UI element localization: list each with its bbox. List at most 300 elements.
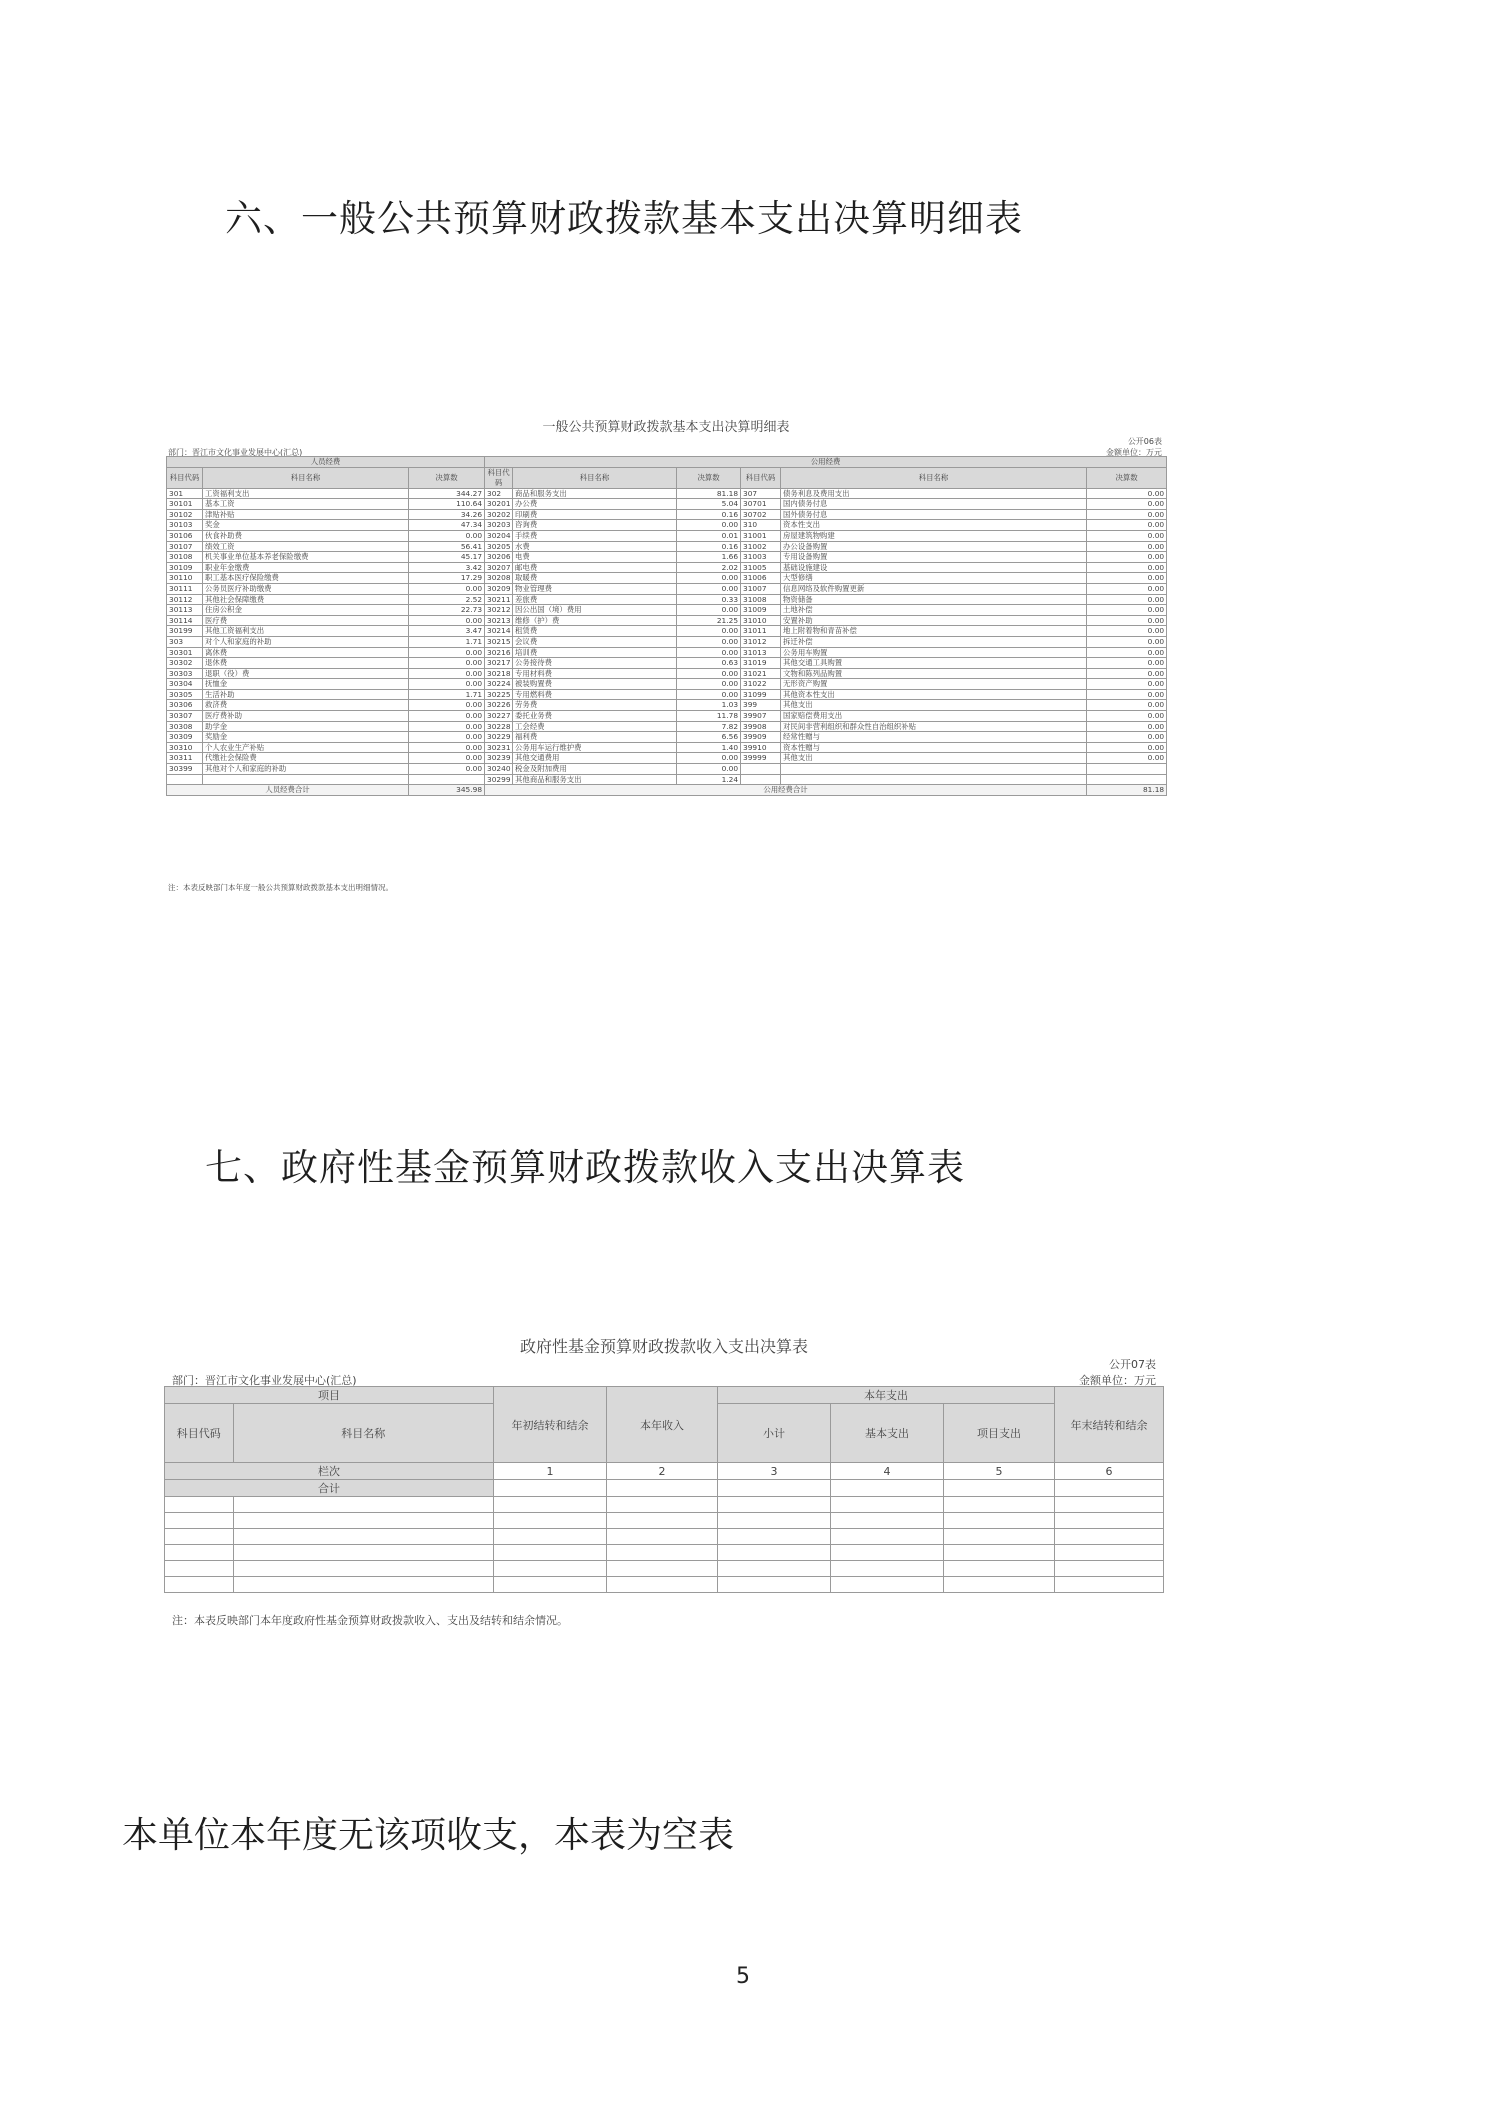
cell-amount: 0.00 — [1087, 615, 1167, 626]
cell-amount: 2.52 — [409, 594, 485, 605]
table-row — [167, 583, 1167, 594]
table-row — [167, 499, 1167, 510]
total-public-label: 公用经费合计 — [485, 785, 1087, 796]
empty-cell — [830, 1545, 943, 1561]
cell-code: 31013 — [741, 647, 781, 658]
cell-amount: 0.00 — [677, 753, 741, 764]
empty-cell — [830, 1480, 943, 1497]
cell-amount: 1.66 — [677, 552, 741, 563]
cell-name: 委托业务费 — [513, 711, 677, 722]
cell-name: 退休费 — [203, 658, 409, 669]
cell-amount: 1.24 — [677, 774, 741, 785]
cell-code: 30702 — [741, 509, 781, 520]
table-row — [167, 509, 1167, 520]
cell-code: 30307 — [167, 711, 203, 722]
form-code: 公开07表 — [1109, 1358, 1156, 1371]
table-body — [167, 488, 1167, 785]
cell-amount: 0.00 — [1087, 732, 1167, 743]
cell-code: 31002 — [741, 541, 781, 552]
section7-title: 七、政府性基金预算财政拨款收入支出决算表 — [205, 1146, 965, 1189]
cell-code: 30305 — [167, 689, 203, 700]
table-row — [167, 605, 1167, 616]
cell-name: 债务利息及费用支出 — [781, 488, 1087, 499]
total-public-value: 81.18 — [1087, 785, 1167, 796]
cell-code: 30203 — [485, 520, 513, 531]
empty-cell — [493, 1513, 606, 1529]
cell-code: 30111 — [167, 583, 203, 594]
dept-label: 部门：晋江市文化事业发展中心(汇总) — [168, 448, 303, 457]
cell-amount — [1087, 764, 1167, 775]
cell-name: 对个人和家庭的补助 — [203, 636, 409, 647]
cell-code: 39907 — [741, 711, 781, 722]
cell-code: 30102 — [167, 509, 203, 520]
cell-code: 30109 — [167, 562, 203, 573]
cell-name: 专用设备购置 — [781, 552, 1087, 563]
col-amount: 决算数 — [677, 467, 741, 488]
cell-name: 信息网络及软件购置更新 — [781, 583, 1087, 594]
cell-amount: 0.00 — [409, 732, 485, 743]
cell-code: 310 — [741, 520, 781, 531]
cell-code: 30199 — [167, 626, 203, 637]
cell-name: 办公设备购置 — [781, 541, 1087, 552]
cell-amount: 0.00 — [677, 573, 741, 584]
table-row — [167, 615, 1167, 626]
cell-name: 公务用车运行维护费 — [513, 742, 677, 753]
cell-amount: 0.00 — [677, 605, 741, 616]
cell-code: 30304 — [167, 679, 203, 690]
empty-cell — [717, 1497, 830, 1513]
table-row — [167, 488, 1167, 499]
cell-name: 税金及附加费用 — [513, 764, 677, 775]
col-index: 1 — [493, 1463, 606, 1480]
col-index: 5 — [944, 1463, 1055, 1480]
cell-code: 30224 — [485, 679, 513, 690]
cell-name: 对民间非营利组织和群众性自治组织补贴 — [781, 721, 1087, 732]
cell-amount: 0.00 — [1087, 658, 1167, 669]
cell-name: 取暖费 — [513, 573, 677, 584]
empty-cell — [233, 1529, 493, 1545]
cell-amount: 0.00 — [409, 658, 485, 669]
cell-amount: 0.00 — [677, 764, 741, 775]
cell-code: 30701 — [741, 499, 781, 510]
cell-name: 物资储备 — [781, 594, 1087, 605]
empty-cell — [944, 1545, 1055, 1561]
cell-code: 30114 — [167, 615, 203, 626]
empty-cell — [493, 1577, 606, 1593]
empty-cell — [944, 1529, 1055, 1545]
table-row — [167, 541, 1167, 552]
table-row — [167, 636, 1167, 647]
cell-code: 30302 — [167, 658, 203, 669]
cell-amount: 1.71 — [409, 689, 485, 700]
cell-amount: 0.63 — [677, 658, 741, 669]
cell-name: 其他支出 — [781, 700, 1087, 711]
cell-amount: 0.00 — [677, 689, 741, 700]
cell-amount: 45.17 — [409, 552, 485, 563]
table-row — [167, 679, 1167, 690]
empty-cell — [165, 1577, 234, 1593]
cell-code: 31099 — [741, 689, 781, 700]
empty-cell — [165, 1513, 234, 1529]
basic-expense-grid — [166, 456, 1167, 796]
col-index: 3 — [717, 1463, 830, 1480]
cell-code: 30211 — [485, 594, 513, 605]
cell-code: 30110 — [167, 573, 203, 584]
cell-amount: 0.00 — [1087, 711, 1167, 722]
cell-code: 30205 — [485, 541, 513, 552]
col-name: 科目名称 — [781, 467, 1087, 488]
col-index: 2 — [606, 1463, 717, 1480]
cell-amount: 0.00 — [409, 668, 485, 679]
cell-name: 被装购置费 — [513, 679, 677, 690]
cell-name: 基础设施建设 — [781, 562, 1087, 573]
cell-code: 30212 — [485, 605, 513, 616]
cell-code: 30113 — [167, 605, 203, 616]
fund-grid — [164, 1386, 1164, 1593]
cell-amount: 0.00 — [409, 583, 485, 594]
cell-name: 职业年金缴费 — [203, 562, 409, 573]
cell-code: 30299 — [485, 774, 513, 785]
cell-code: 30112 — [167, 594, 203, 605]
cell-amount: 0.00 — [677, 583, 741, 594]
cell-amount: 0.00 — [1087, 499, 1167, 510]
form-code: 公开06表 — [1127, 437, 1162, 446]
empty-cell — [944, 1497, 1055, 1513]
cell-amount: 3.47 — [409, 626, 485, 637]
table-row — [167, 647, 1167, 658]
empty-cell — [1055, 1577, 1164, 1593]
cell-name: 国内债务付息 — [781, 499, 1087, 510]
cell-amount: 3.42 — [409, 562, 485, 573]
cell-amount: 2.02 — [677, 562, 741, 573]
cell-code: 30208 — [485, 573, 513, 584]
cell-name: 工会经费 — [513, 721, 677, 732]
cell-amount: 0.00 — [1087, 753, 1167, 764]
empty-cell — [165, 1561, 234, 1577]
cell-code: 30239 — [485, 753, 513, 764]
empty-row — [165, 1497, 1164, 1513]
cell-name: 工资福利支出 — [203, 488, 409, 499]
cell-name: 安置补助 — [781, 615, 1087, 626]
cell-name: 拆迁补偿 — [781, 636, 1087, 647]
cell-name: 公务用车购置 — [781, 647, 1087, 658]
unit-label: 金额单位：万元 — [1106, 448, 1162, 457]
cell-code: 30226 — [485, 700, 513, 711]
cell-code: 30308 — [167, 721, 203, 732]
cell-amount: 0.00 — [677, 636, 741, 647]
cell-code: 39909 — [741, 732, 781, 743]
cell-code: 31012 — [741, 636, 781, 647]
table-row — [167, 742, 1167, 753]
empty-cell — [944, 1480, 1055, 1497]
col-name: 科目名称 — [203, 467, 409, 488]
empty-cell — [1055, 1561, 1164, 1577]
cell-amount: 56.41 — [409, 541, 485, 552]
cell-code: 30207 — [485, 562, 513, 573]
h-subtotal: 小计 — [717, 1404, 830, 1463]
empty-cell — [830, 1529, 943, 1545]
cell-code — [167, 774, 203, 785]
empty-cell — [1055, 1545, 1164, 1561]
empty-cell — [606, 1480, 717, 1497]
empty-cell — [717, 1577, 830, 1593]
cell-amount: 7.82 — [677, 721, 741, 732]
empty-cell — [830, 1577, 943, 1593]
cell-code: 30101 — [167, 499, 203, 510]
empty-cell — [606, 1497, 717, 1513]
col-code: 科目代码 — [741, 467, 781, 488]
section6-title: 六、一般公共预算财政拨款基本支出决算明细表 — [225, 197, 1023, 240]
cell-amount: 0.00 — [1087, 689, 1167, 700]
empty-cell — [493, 1480, 606, 1497]
cell-name: 其他资本性支出 — [781, 689, 1087, 700]
cell-amount: 0.00 — [409, 764, 485, 775]
table-caption: 一般公共预算财政拨款基本支出决算明细表 — [542, 420, 790, 435]
empty-cell — [717, 1545, 830, 1561]
cell-name: 文物和陈列品购置 — [781, 668, 1087, 679]
cell-name: 电费 — [513, 552, 677, 563]
table-basic-expense — [166, 416, 1166, 906]
cell-amount: 0.00 — [1087, 583, 1167, 594]
cell-code: 30217 — [485, 658, 513, 669]
empty-cell — [606, 1513, 717, 1529]
table-fund-income-expense — [164, 1330, 1164, 1630]
cell-code — [741, 774, 781, 785]
empty-cell — [1055, 1480, 1164, 1497]
cell-amount: 0.00 — [1087, 530, 1167, 541]
h-item: 项目 — [165, 1387, 494, 1404]
cell-name: 其他对个人和家庭的补助 — [203, 764, 409, 775]
cell-code: 30201 — [485, 499, 513, 510]
table-row — [167, 562, 1167, 573]
cell-code: 30218 — [485, 668, 513, 679]
empty-cell — [233, 1545, 493, 1561]
cell-code: 30106 — [167, 530, 203, 541]
empty-cell — [830, 1561, 943, 1577]
col-code: 科目代码 — [485, 467, 513, 488]
empty-row — [165, 1513, 1164, 1529]
cell-name: 商品和服务支出 — [513, 488, 677, 499]
col-amount: 决算数 — [1087, 467, 1167, 488]
cell-name: 个人农业生产补贴 — [203, 742, 409, 753]
total-personnel-label: 人员经费合计 — [167, 785, 409, 796]
empty-cell — [717, 1480, 830, 1497]
cell-code: 30310 — [167, 742, 203, 753]
cell-amount: 0.00 — [1087, 552, 1167, 563]
cell-amount: 0.33 — [677, 594, 741, 605]
cell-name: 国家赔偿费用支出 — [781, 711, 1087, 722]
cell-name: 印刷费 — [513, 509, 677, 520]
cell-amount: 0.00 — [409, 679, 485, 690]
cell-amount: 0.00 — [1087, 541, 1167, 552]
table-row — [167, 668, 1167, 679]
cell-name: 绩效工资 — [203, 541, 409, 552]
empty-cell — [717, 1513, 830, 1529]
cell-name: 专用材料费 — [513, 668, 677, 679]
cell-code: 301 — [167, 488, 203, 499]
cell-code: 30240 — [485, 764, 513, 775]
page-number: 5 — [736, 1964, 750, 1989]
col-label: 栏次 — [165, 1463, 494, 1480]
cell-name: 助学金 — [203, 721, 409, 732]
empty-cell — [944, 1561, 1055, 1577]
cell-name: 经常性赠与 — [781, 732, 1087, 743]
empty-cell — [165, 1497, 234, 1513]
cell-name: 奖金 — [203, 520, 409, 531]
cell-code: 30311 — [167, 753, 203, 764]
cell-code: 30309 — [167, 732, 203, 743]
cell-amount: 0.00 — [409, 530, 485, 541]
table-row — [167, 753, 1167, 764]
empty-cell — [606, 1561, 717, 1577]
cell-name: 会议费 — [513, 636, 677, 647]
cell-name: 基本工资 — [203, 499, 409, 510]
cell-amount: 34.26 — [409, 509, 485, 520]
cell-amount: 0.00 — [1087, 626, 1167, 637]
cell-code: 30301 — [167, 647, 203, 658]
cell-name: 租赁费 — [513, 626, 677, 637]
cell-name: 机关事业单位基本养老保险缴费 — [203, 552, 409, 563]
cell-amount: 11.78 — [677, 711, 741, 722]
cell-name: 水费 — [513, 541, 677, 552]
cell-amount: 0.00 — [409, 753, 485, 764]
cell-amount: 0.00 — [409, 700, 485, 711]
total-label: 合计 — [165, 1480, 494, 1497]
cell-name: 其他交通费用 — [513, 753, 677, 764]
cell-code: 30399 — [167, 764, 203, 775]
cell-name: 房屋建筑物购建 — [781, 530, 1087, 541]
col-index: 6 — [1055, 1463, 1164, 1480]
cell-code: 39908 — [741, 721, 781, 732]
cell-amount — [1087, 774, 1167, 785]
empty-cell — [606, 1545, 717, 1561]
cell-name: 地上附着物和青苗补偿 — [781, 626, 1087, 637]
cell-code: 31005 — [741, 562, 781, 573]
empty-cell — [233, 1497, 493, 1513]
cell-amount: 0.00 — [1087, 700, 1167, 711]
cell-name: 专用燃料费 — [513, 689, 677, 700]
cell-name: 离休费 — [203, 647, 409, 658]
cell-code: 31019 — [741, 658, 781, 669]
cell-amount: 22.73 — [409, 605, 485, 616]
cell-amount: 6.56 — [677, 732, 741, 743]
cell-amount: 0.00 — [409, 711, 485, 722]
cell-amount: 0.01 — [677, 530, 741, 541]
cell-amount: 0.00 — [409, 742, 485, 753]
cell-name: 咨询费 — [513, 520, 677, 531]
cell-code: 30107 — [167, 541, 203, 552]
cell-code: 30229 — [485, 732, 513, 743]
cell-amount: 47.34 — [409, 520, 485, 531]
cell-code: 30213 — [485, 615, 513, 626]
col-name: 科目名称 — [513, 467, 677, 488]
cell-name — [203, 774, 409, 785]
cell-name: 津贴补贴 — [203, 509, 409, 520]
empty-cell — [493, 1545, 606, 1561]
cell-name: 福利费 — [513, 732, 677, 743]
empty-cell — [165, 1545, 234, 1561]
cell-name: 医疗费 — [203, 615, 409, 626]
cell-name: 邮电费 — [513, 562, 677, 573]
cell-name: 资本性支出 — [781, 520, 1087, 531]
h-expense: 本年支出 — [717, 1387, 1054, 1404]
empty-row — [165, 1561, 1164, 1577]
empty-row — [165, 1529, 1164, 1545]
cell-name: 无形资产购置 — [781, 679, 1087, 690]
cell-code: 30306 — [167, 700, 203, 711]
group-personnel: 人员经费 — [167, 457, 485, 468]
cell-code: 31011 — [741, 626, 781, 637]
cell-code: 303 — [167, 636, 203, 647]
cell-name: 其他社会保障缴费 — [203, 594, 409, 605]
cell-amount: 0.16 — [677, 509, 741, 520]
table-row — [167, 530, 1167, 541]
table-row — [167, 594, 1167, 605]
empty-cell — [944, 1577, 1055, 1593]
cell-amount: 0.16 — [677, 541, 741, 552]
empty-cell — [1055, 1497, 1164, 1513]
cell-amount: 21.25 — [677, 615, 741, 626]
cell-amount: 0.00 — [677, 647, 741, 658]
cell-code: 307 — [741, 488, 781, 499]
cell-amount: 0.00 — [1087, 605, 1167, 616]
empty-cell — [493, 1529, 606, 1545]
cell-amount: 0.00 — [1087, 647, 1167, 658]
h-income: 本年收入 — [606, 1387, 717, 1463]
cell-amount: 17.29 — [409, 573, 485, 584]
empty-cell — [944, 1513, 1055, 1529]
cell-code: 30303 — [167, 668, 203, 679]
unit-label: 金额单位：万元 — [1079, 1374, 1156, 1387]
table-row — [167, 520, 1167, 531]
cell-name: 其他交通工具购置 — [781, 658, 1087, 669]
cell-code: 39999 — [741, 753, 781, 764]
cell-code: 30215 — [485, 636, 513, 647]
h-end: 年末结转和结余 — [1055, 1387, 1164, 1463]
h-begin: 年初结转和结余 — [493, 1387, 606, 1463]
empty-cell — [717, 1529, 830, 1545]
h-project: 项目支出 — [944, 1404, 1055, 1463]
cell-name: 培训费 — [513, 647, 677, 658]
cell-amount: 0.00 — [409, 721, 485, 732]
cell-name — [781, 764, 1087, 775]
cell-code: 31003 — [741, 552, 781, 563]
cell-amount: 0.00 — [409, 647, 485, 658]
cell-amount: 0.00 — [1087, 636, 1167, 647]
empty-rows — [165, 1497, 1164, 1593]
dept-label: 部门：晋江市文化事业发展中心(汇总) — [172, 1374, 357, 1387]
cell-code: 30103 — [167, 520, 203, 531]
cell-code: 30108 — [167, 552, 203, 563]
cell-code: 31022 — [741, 679, 781, 690]
cell-code: 31010 — [741, 615, 781, 626]
table-row — [167, 700, 1167, 711]
empty-cell — [830, 1513, 943, 1529]
cell-code: 30225 — [485, 689, 513, 700]
cell-name: 公务接待费 — [513, 658, 677, 669]
cell-code: 30204 — [485, 530, 513, 541]
table-note: 注：本表反映部门本年度政府性基金预算财政拨款收入、支出及结转和结余情况。 — [172, 1614, 568, 1627]
cell-name: 大型修缮 — [781, 573, 1087, 584]
cell-code: 30228 — [485, 721, 513, 732]
cell-code: 31006 — [741, 573, 781, 584]
cell-amount: 0.00 — [1087, 520, 1167, 531]
cell-amount: 0.00 — [1087, 562, 1167, 573]
table-row — [167, 764, 1167, 775]
h-code: 科目代码 — [165, 1404, 234, 1463]
empty-cell — [493, 1561, 606, 1577]
table-row — [167, 774, 1167, 785]
